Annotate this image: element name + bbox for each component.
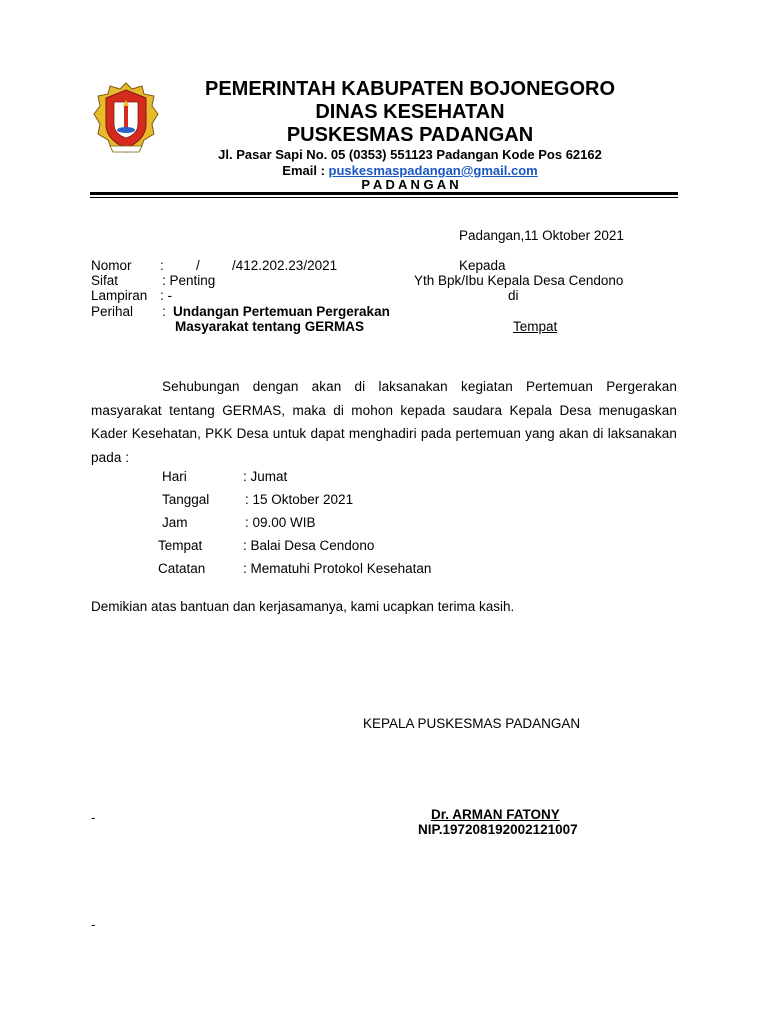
detail-tempat-label: Tempat (158, 538, 203, 553)
lampiran-value: : - (160, 288, 172, 303)
detail-catatan-value: : Mematuhi Protokol Kesehatan (243, 561, 432, 576)
email-label: Email : (282, 163, 329, 178)
body-paragraph: Sehubungan dengan akan di laksanakan kegiatan Pertemuan Pergerakan masyarakat tentang GERMAS, maka di mohon kepada saudara Kepala Desa menugaskan Kader Kesehatan, PKK Desa untuk dapat menghadiri pada pertemuan yang akan di laksanakan pada : (91, 379, 677, 465)
detail-tempat-value: : Balai Desa Cendono (243, 538, 375, 553)
nomor-slash: / (196, 258, 200, 273)
nomor-colon: : (160, 258, 164, 273)
header-city: P A D A N G A N (361, 177, 459, 192)
header-divider-thick (90, 192, 678, 195)
recipient-tempat: Tempat (513, 319, 558, 334)
letter-date: Padangan,11 Oktober 2021 (459, 228, 624, 243)
header-email-line (150, 163, 670, 178)
perihal-subject-line1: Undangan Pertemuan Pergerakan (173, 304, 390, 319)
sifat-value: : Penting (162, 273, 216, 288)
detail-tanggal-value: : 15 Oktober 2021 (245, 492, 354, 507)
signature-nip: NIP.197208192002121007 (418, 822, 578, 837)
nomor-label: Nomor (91, 258, 132, 273)
email-link[interactable]: puskesmaspadangan@gmail.com (328, 163, 538, 178)
perihal-subject-line2: Masyarakat tentang GERMAS (175, 319, 365, 334)
detail-tanggal-label: Tanggal (162, 492, 210, 507)
footer-dash-mark: - (91, 917, 96, 932)
nomor-value: /412.202.23/2021 (232, 258, 338, 273)
detail-jam-label: Jam (162, 515, 188, 530)
detail-jam-value: : 09.00 WIB (245, 515, 316, 530)
sifat-label: Sifat (91, 273, 119, 288)
perihal-label: Perihal (91, 304, 134, 319)
detail-catatan-label: Catatan (158, 561, 206, 576)
recipient-di: di (508, 288, 519, 303)
recipient-kepada: Kepada (459, 258, 506, 273)
perihal-colon: : (162, 304, 166, 319)
header-divider-thin (90, 197, 678, 198)
detail-hari-label: Hari (162, 469, 187, 484)
header-puskesmas: PUSKESMAS PADANGAN (286, 124, 534, 146)
detail-hari-value: : Jumat (243, 469, 288, 484)
signature-title: KEPALA PUSKESMAS PADANGAN (363, 716, 581, 731)
recipient-name: Yth Bpk/Ibu Kepala Desa Cendono (414, 273, 624, 288)
header-address: Jl. Pasar Sapi No. 05 (0353) 551123 Padangan Kode Pos 62162 (218, 147, 602, 162)
closing-sentence: Demikian atas bantuan dan kerjasamanya, kami ucapkan terima kasih. (91, 599, 515, 614)
signature-name: Dr. ARMAN FATONY (431, 807, 560, 822)
lampiran-label: Lampiran (91, 288, 148, 303)
header-agency: DINAS KESEHATAN (315, 101, 505, 123)
header-regency: PEMERINTAH KABUPATEN BOJONEGORO (204, 78, 616, 100)
footer-dash-mark: - (91, 810, 96, 825)
